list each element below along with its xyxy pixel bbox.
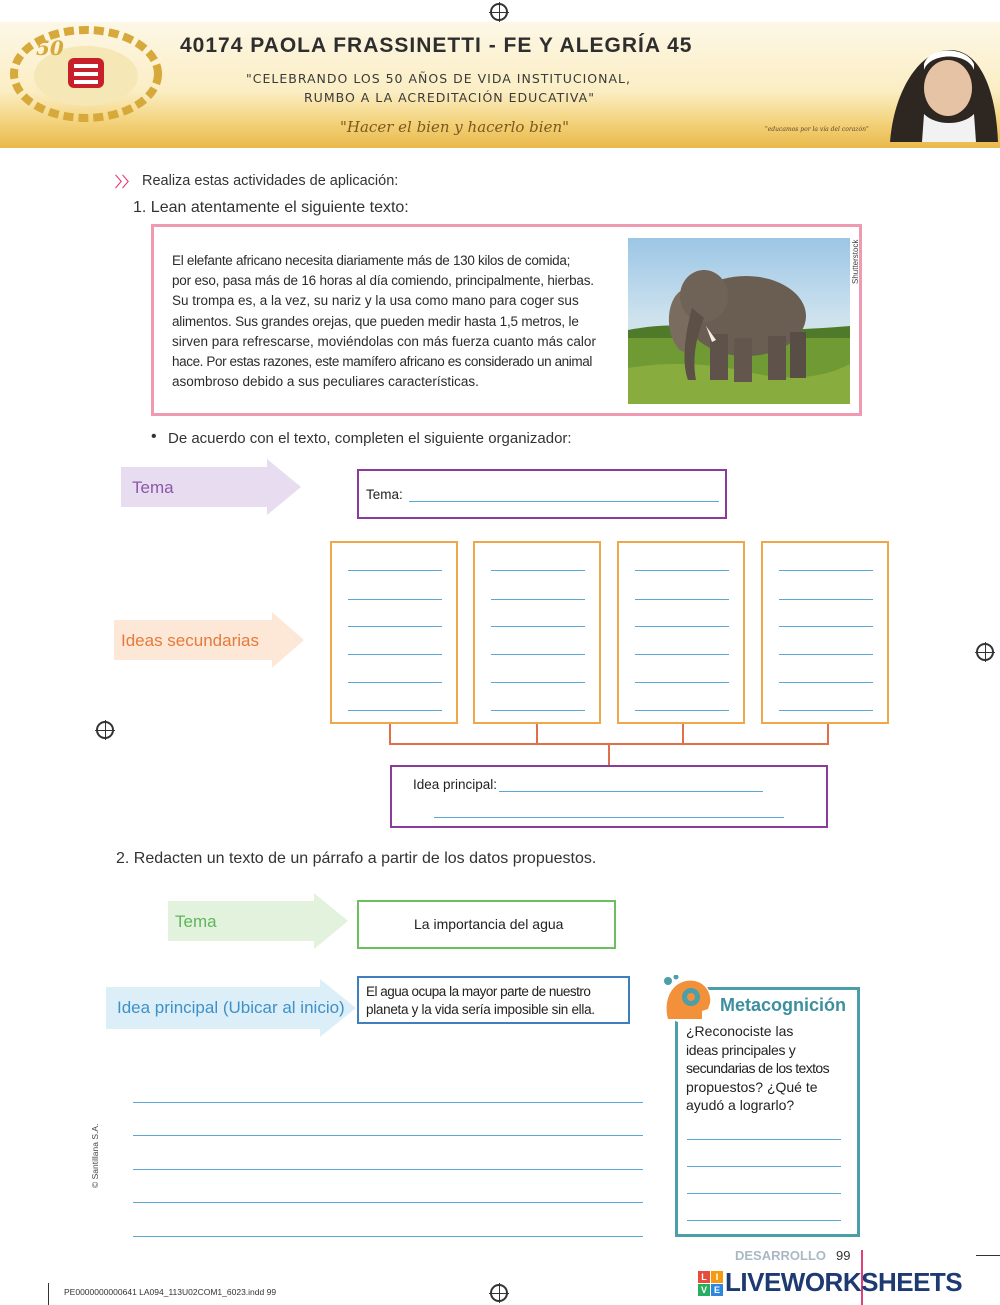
answer-line[interactable] [779, 570, 873, 571]
instruction-text: Realiza estas actividades de aplicación: [142, 173, 399, 189]
connector [536, 724, 538, 744]
question-line: ideas principales y [686, 1041, 796, 1058]
registration-mark-top [490, 3, 508, 21]
secondary-idea-box-2 [473, 541, 601, 724]
reading-line: El elefante africano necesita diariamente más de 130 kilos de comida; [172, 253, 571, 268]
bullet-dot: • [151, 428, 157, 445]
logo-tile: E [711, 1284, 723, 1296]
tema-arrow-label: Tema [132, 478, 174, 497]
registration-mark-left [96, 721, 114, 739]
school-banner [0, 22, 1000, 148]
metacognition-question [686, 1022, 854, 1115]
secondary-idea-box-3 [617, 541, 745, 724]
writing-line-4[interactable] [133, 1202, 643, 1203]
logo-number: 50 [36, 36, 64, 60]
tema-answer-line[interactable] [409, 501, 719, 502]
activity2-heading: 2. Redacten un texto de un párrafo a partir de los datos propuestos. [116, 850, 597, 867]
answer-line[interactable] [491, 599, 585, 600]
tema-label: Tema: [366, 487, 403, 502]
answer-line[interactable] [779, 710, 873, 711]
answer-line[interactable] [348, 570, 442, 571]
answer-line[interactable] [635, 570, 729, 571]
anniversary-logo [6, 24, 166, 124]
meta-answer-line-3[interactable] [687, 1193, 841, 1194]
logo-tile: V [698, 1284, 710, 1296]
reading-text-box [151, 224, 862, 416]
meta-answer-line-1[interactable] [687, 1139, 841, 1140]
file-info: PE0000000000641 LA094_113U02COM1_6023.indd 99 [64, 1287, 277, 1297]
copyright: © Santillana S.A. [90, 1123, 100, 1188]
answer-line[interactable] [491, 682, 585, 683]
logo-tile: I [711, 1271, 723, 1283]
question-line: secundarias de los textos [686, 1060, 829, 1076]
banner-quote: "educamos por la vía del corazón" [765, 126, 869, 133]
ideas-arrow-label: Ideas secundarias [121, 631, 259, 650]
reading-line: sirven para refrescarse, moviéndolas con más fuerza cuanto más calor [172, 333, 596, 349]
secondary-idea-box-1 [330, 541, 458, 724]
answer-line[interactable] [635, 654, 729, 655]
connector [608, 743, 610, 765]
secondary-idea-box-4 [761, 541, 889, 724]
reading-line: hace. Por estas razones, este mamífero africano es considerado un animal [172, 354, 592, 370]
writing-line-2[interactable] [133, 1135, 643, 1136]
answer-line[interactable] [635, 682, 729, 683]
answer-line[interactable] [635, 626, 729, 627]
section-label: DESARROLLO [735, 1248, 826, 1263]
main-idea-line-1[interactable] [499, 791, 763, 792]
reading-line: asombroso debido a sus peculiares características. [172, 374, 479, 390]
photo-credit: Shutterstock [851, 239, 860, 284]
nun-portrait [880, 30, 1000, 142]
connector [389, 724, 391, 744]
tema2-value: La importancia del agua [414, 916, 564, 932]
answer-line[interactable] [348, 599, 442, 600]
reading-line: alimentos. Sus grandes orejas, que pueden medir hasta 1,5 metros, le [172, 313, 579, 329]
meta-answer-line-4[interactable] [687, 1220, 841, 1221]
liveworksheets-logo [698, 1267, 998, 1300]
banner-subtitle-2: RUMBO A LA ACREDITACIÓN EDUCATIVA" [304, 90, 595, 105]
activity1-heading: 1. Lean atentamente el siguiente texto: [133, 199, 409, 216]
idea2-line-1: El agua ocupa la mayor parte de nuestro [366, 984, 591, 999]
tema-box [357, 469, 727, 519]
school-title: 40174 PAOLA FRASSINETTI - FE Y ALEGRÍA 45 [180, 34, 693, 57]
crop-mark [48, 1283, 49, 1305]
logo-tile: L [698, 1271, 710, 1283]
elephant-photo [628, 238, 850, 404]
idea2-arrow-label: Idea principal (Ubicar al inicio) [117, 998, 345, 1017]
instruction-marker: 〉〉 [115, 174, 136, 190]
answer-line[interactable] [491, 626, 585, 627]
reading-line: Su trompa es, a la vez, su nariz y la usa como mano para coger sus [172, 293, 579, 309]
registration-mark-bottom [490, 1284, 508, 1302]
question-line: ayudó a lograrlo? [686, 1097, 795, 1113]
answer-line[interactable] [348, 682, 442, 683]
question-line: ¿Reconociste las [686, 1023, 794, 1039]
brand-name[interactable]: LIVEWORKSHEETS [725, 1267, 963, 1297]
idea2-line-2: planeta y la vida sería imposible sin ella. [366, 1002, 595, 1017]
answer-line[interactable] [348, 710, 442, 711]
answer-line[interactable] [779, 654, 873, 655]
footer-rule [976, 1255, 1000, 1256]
reading-text [172, 251, 620, 392]
answer-line[interactable] [635, 710, 729, 711]
writing-line-3[interactable] [133, 1169, 643, 1170]
banner-motto: "Hacer el bien y hacerlo bien" [340, 118, 570, 136]
writing-line-5[interactable] [133, 1236, 643, 1237]
answer-line[interactable] [348, 626, 442, 627]
registration-mark-right [976, 643, 994, 661]
question-line: propuestos? ¿Qué te [686, 1078, 818, 1095]
banner-subtitle-1: "CELEBRANDO LOS 50 AÑOS DE VIDA INSTITUCIONAL, [246, 71, 631, 86]
writing-line-1[interactable] [133, 1102, 643, 1103]
answer-line[interactable] [491, 710, 585, 711]
metacognition-title: Metacognición [720, 995, 847, 1015]
tema2-box [357, 900, 616, 949]
meta-answer-line-2[interactable] [687, 1166, 841, 1167]
main-idea-line-2[interactable] [434, 817, 784, 818]
answer-line[interactable] [491, 570, 585, 571]
answer-line[interactable] [491, 654, 585, 655]
organizer-instruction: De acuerdo con el texto, completen el siguiente organizador: [168, 430, 572, 447]
idea2-box [357, 976, 630, 1024]
answer-line[interactable] [779, 599, 873, 600]
answer-line[interactable] [779, 682, 873, 683]
head-gear-icon [658, 975, 716, 1025]
answer-line[interactable] [348, 654, 442, 655]
reading-line: por eso, pasa más de 16 horas al día comiendo, principalmente, hierbas. [172, 273, 594, 289]
main-idea-label: Idea principal: [413, 777, 498, 792]
tema2-arrow-label: Tema [175, 912, 217, 931]
answer-line[interactable] [635, 599, 729, 600]
connector [682, 724, 684, 744]
main-idea-box [390, 765, 828, 828]
connector [827, 724, 829, 744]
page-number: 99 [836, 1248, 851, 1263]
answer-line[interactable] [779, 626, 873, 627]
